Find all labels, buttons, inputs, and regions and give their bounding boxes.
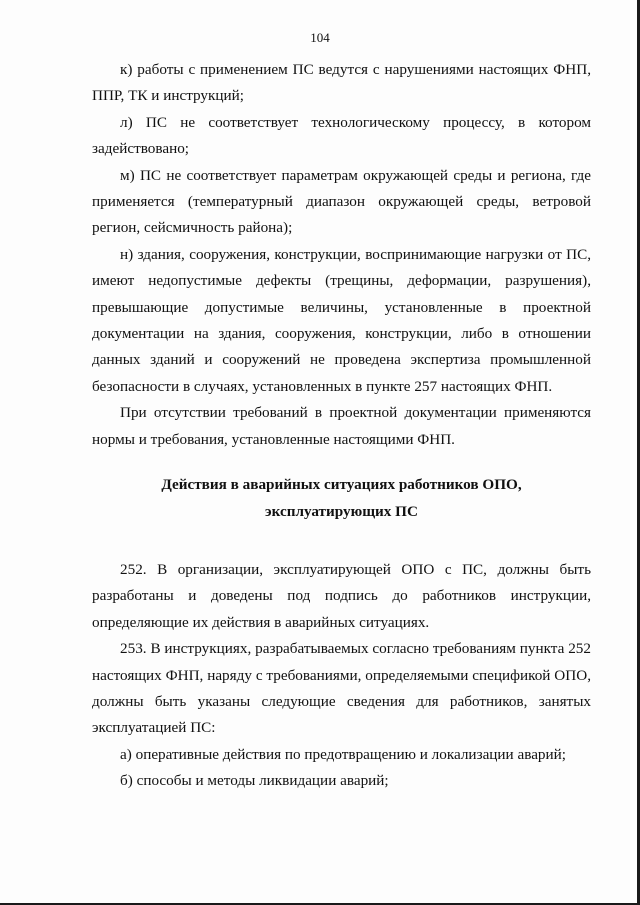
section-heading-line-1: Действия в аварийных ситуациях работников ОПО,: [161, 476, 522, 494]
section-heading: [92, 472, 591, 525]
paragraph-k: к) работы с применением ПС ведутся с нарушениями настоящих ФНП, ППР, ТК и инструкций;: [92, 61, 591, 105]
section-heading-line-2: эксплуатирующих ПС: [265, 502, 418, 520]
page-number: 104: [310, 30, 330, 45]
paragraph-m: м) ПС не соответствует параметрам окружающей среды и региона, где применяется (температурный диапазон окружающей среды, ветровой регион, сейсмичность района);: [92, 166, 591, 237]
paragraph-n: н) здания, сооружения, конструкции, воспринимающие нагрузки от ПС, имеют недопустимые дефекты (трещины, деформации, разрушения), превышающие допустимые величины, установленные в проектной документации на здания, сооружения, конструкции, либо в отношении данных зданий и сооружений не проведена экспертиза промышленной безопасности в случаях, установленных в пункте 257 настоящих ФНП.: [92, 245, 591, 395]
paragraph-253: 253. В инструкциях, разрабатываемых согласно требованиям пункта 252 настоящих ФНП, наряду с требованиями, определяемыми спецификой ОПО, должны быть указаны следующие сведения для работников, занятых эксплуатацией ПС:: [92, 640, 591, 737]
paragraph-252: 252. В организации, эксплуатирующей ОПО с ПС, должны быть разработаны и доведены под подпись до работников инструкции, определяющие их действия в аварийных ситуациях.: [92, 560, 591, 631]
paragraph-l: л) ПС не соответствует технологическому процессу, в котором задействовано;: [92, 113, 591, 158]
paragraph-a: а) оперативные действия по предотвращению и локализации аварий;: [120, 745, 567, 763]
heading-spacer: [92, 525, 591, 557]
paragraph-note: При отсутствии требований в проектной документации применяются нормы и требования, установленные настоящими ФНП.: [92, 404, 591, 448]
paragraph-b: б) способы и методы ликвидации аварий;: [120, 772, 389, 790]
document-body: [92, 57, 591, 795]
